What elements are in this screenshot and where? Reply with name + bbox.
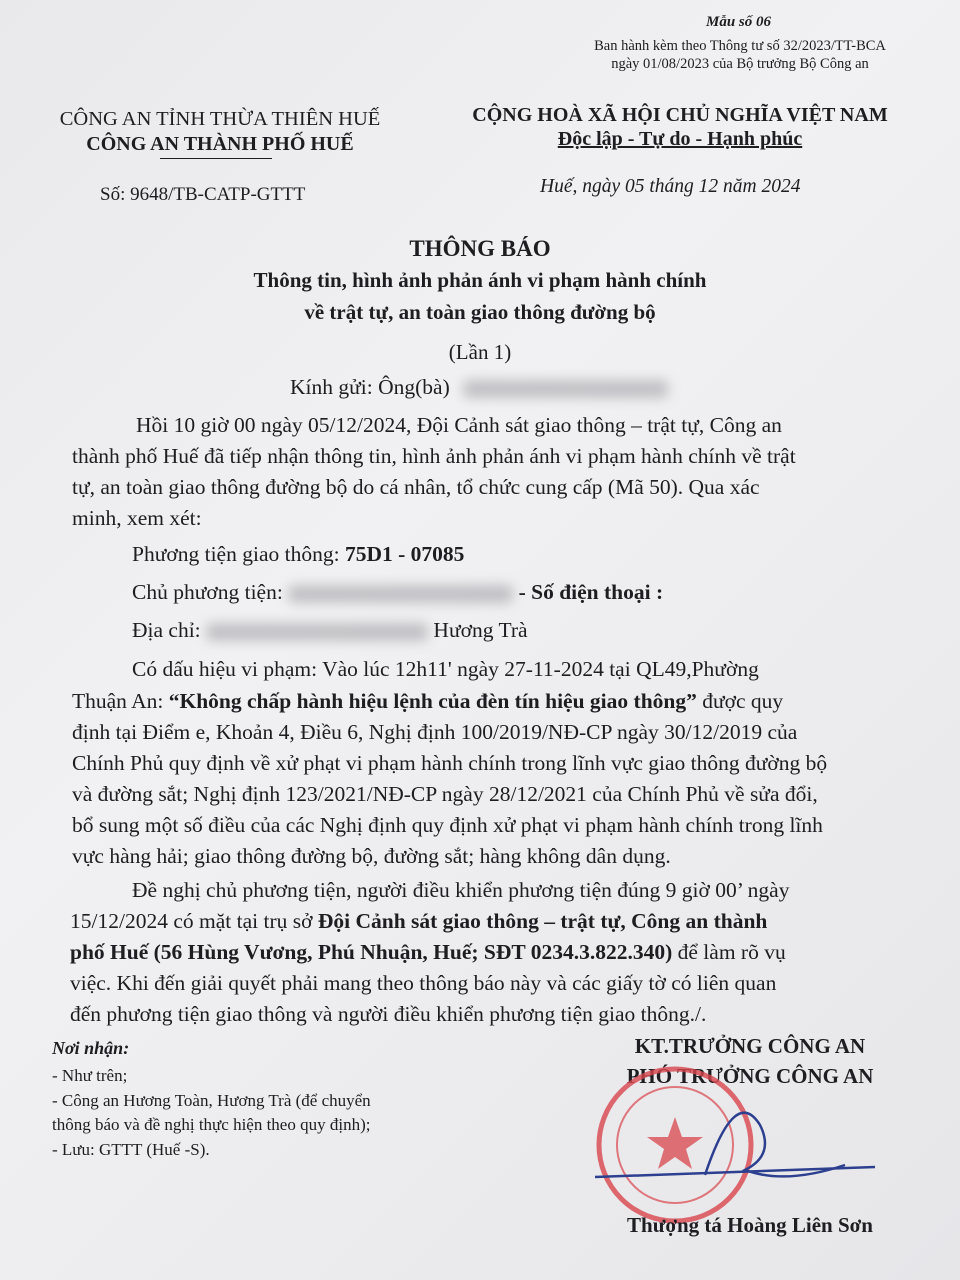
doc-round: (Lần 1): [448, 340, 512, 364]
recipient-label: Kính gửi: Ông(bà): [290, 375, 450, 399]
doc-subtitle-2: về trật tự, an toàn giao thông đường bộ: [304, 300, 656, 324]
request-line-5: đến phương tiện giao thông và người điều khiển phương tiện giao thông./.: [70, 1002, 707, 1026]
violation-line-7: vực hàng hải; giao thông đường bộ, đường sắt; hàng không dân dụng.: [72, 844, 671, 868]
violation-line-5: và đường sắt; Nghị định 123/2021/NĐ-CP ngày 28/12/2021 của Chính Phủ về sửa đổi,: [72, 782, 818, 806]
document-number: Số: 9648/TB-CATP-GTTT: [100, 184, 306, 205]
address-label: Địa chỉ:: [132, 618, 207, 642]
agency-name: CÔNG AN THÀNH PHỐ HUẾ: [86, 133, 354, 155]
owner-line: [132, 577, 663, 608]
vehicle-plate: 75D1 - 07085: [344, 542, 465, 566]
intro-line-3: tự, an toàn giao thông đường bộ do cá nhân, tổ chức cung cấp (Mã 50). Qua xác: [72, 475, 760, 499]
document-date: Huế, ngày 05 tháng 12 năm 2024: [540, 176, 801, 197]
owner-label: Chủ phương tiện:: [132, 580, 289, 604]
violation-line-1: Có dấu hiệu vi phạm: Vào lúc 12h11' ngày 27-11-2024 tại QL49,Phường: [132, 657, 759, 681]
violation-line-3: định tại Điểm e, Khoản 4, Điều 6, Nghị định 100/2019/NĐ-CP ngày 30/12/2019 của: [72, 720, 798, 744]
nation-motto: Độc lập - Tự do - Hạnh phúc: [557, 128, 803, 150]
request-line-3-tail: để làm rõ vụ: [672, 940, 786, 964]
violation-location: Thuận An:: [72, 689, 169, 713]
recipients-item-4: - Lưu: GTTT (Huế -S).: [52, 1140, 210, 1159]
request-date: 15/12/2024 có mặt tại trụ sở: [70, 909, 318, 933]
signature-title-2: PHÓ TRƯỞNG CÔNG AN: [626, 1064, 874, 1088]
violation-line-6: bổ sung một số điều của các Nghị định quy định xử phạt vi phạm hành chính trong lĩnh: [72, 813, 823, 837]
official-seal: [585, 1065, 885, 1225]
form-number: Mẫu số 06: [706, 14, 772, 30]
recipients-item-2: - Công an Hương Toàn, Hương Trà (để chuyển: [52, 1091, 371, 1110]
intro-line-1: Hồi 10 giờ 00 ngày 05/12/2024, Đội Cảnh sát giao thông – trật tự, Công an: [136, 413, 782, 437]
violation-line-2: [72, 686, 783, 717]
recipients-item-1: - Như trên;: [52, 1066, 128, 1085]
vehicle-line: [132, 539, 464, 570]
signer-name: Thượng tá Hoàng Liên Sơn: [627, 1213, 873, 1237]
violation-offense: “Không chấp hành hiệu lệnh của đèn tín hiệu giao thông”: [168, 689, 697, 713]
agency-parent: CÔNG AN TỈNH THỪA THIÊN HUẾ: [59, 108, 381, 130]
address-tail: Hương Trà: [433, 618, 528, 642]
request-line-1: Đề nghị chủ phương tiện, người điều khiển phương tiện đúng 9 giờ 00’ ngày: [132, 878, 790, 902]
address-line: [132, 615, 528, 646]
doc-subtitle-1: Thông tin, hình ảnh phản ánh vi phạm hành chính: [253, 268, 707, 292]
recipient-line: [290, 372, 668, 403]
violation-line-4: Chính Phủ quy định về xử phạt vi phạm hành chính trong lĩnh vực giao thông đường bộ: [72, 751, 828, 775]
request-office: Đội Cảnh sát giao thông – trật tự, Công an thành: [317, 909, 768, 933]
form-issued-line1: Ban hành kèm theo Thông tư số 32/2023/TT-BCA: [594, 38, 886, 54]
form-issued-line2: ngày 01/08/2023 của Bộ trưởng Bộ Công an: [611, 56, 869, 72]
intro-line-2: thành phố Huế đã tiếp nhận thông tin, hình ảnh phản ánh vi phạm hành chính về trật: [72, 444, 796, 468]
nation-name: CỘNG HOÀ XÃ HỘI CHỦ NGHĨA VIỆT NAM: [472, 104, 888, 126]
violation-line-2-tail: được quy: [696, 689, 784, 713]
request-line-2: [70, 906, 767, 937]
phone-label: - Số điện thoại :: [518, 580, 664, 604]
signature-title-1: KT.TRƯỞNG CÔNG AN: [634, 1034, 866, 1058]
agency-underline: [160, 158, 272, 159]
intro-line-4: minh, xem xét:: [72, 506, 202, 530]
redacted-recipient-name: [463, 380, 668, 398]
request-line-4: việc. Khi đến giải quyết phải mang theo thông báo này và các giấy tờ có liên quan: [70, 971, 777, 995]
redacted-address: [206, 623, 428, 641]
recipients-label: Nơi nhận:: [52, 1038, 130, 1058]
request-address: phố Huế (56 Hùng Vương, Phú Nhuận, Huế; SĐT 0234.3.822.340): [70, 940, 673, 964]
redacted-owner-name: [288, 585, 513, 603]
request-line-3: [70, 937, 786, 968]
doc-title: THÔNG BÁO: [409, 236, 551, 261]
vehicle-label: Phương tiện giao thông:: [132, 542, 345, 566]
recipients-item-3: thông báo và đề nghị thực hiện theo quy định);: [52, 1115, 371, 1134]
